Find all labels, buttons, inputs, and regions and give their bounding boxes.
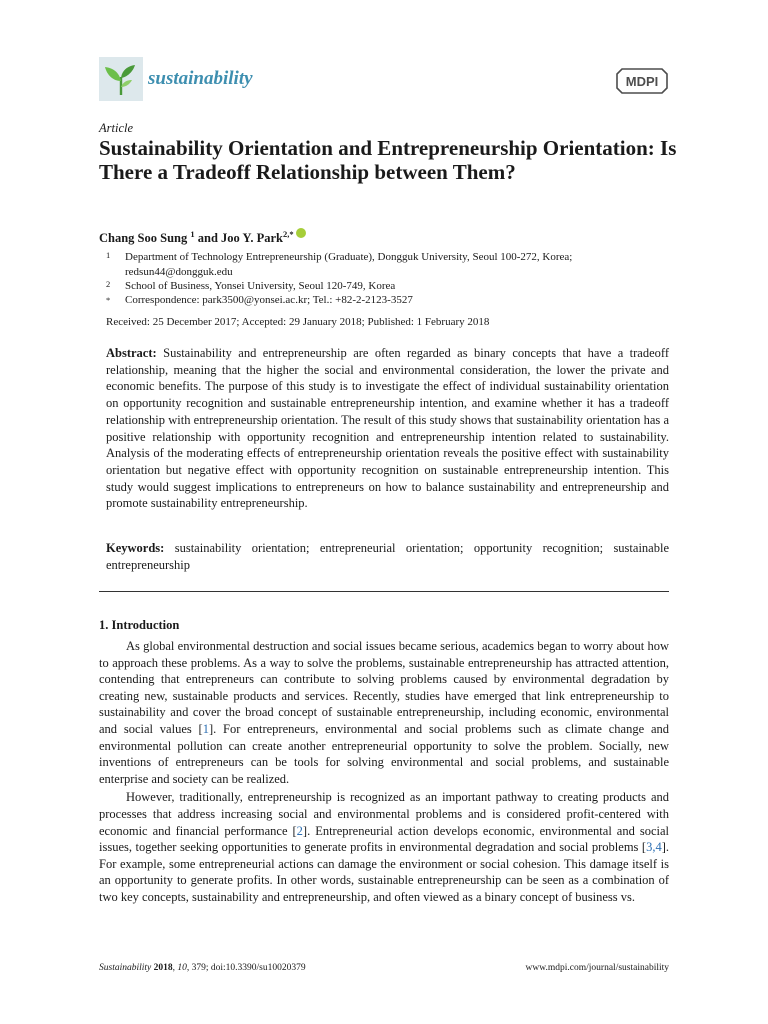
footer-journal: Sustainability — [99, 963, 152, 973]
footer-citation: Sustainability 2018, 10, 379; doi:10.3390/su10020379 — [99, 963, 306, 973]
author-name: Chang Soo Sung — [99, 231, 188, 245]
citation-link[interactable]: 1 — [202, 721, 209, 736]
affiliation-line: School of Business, Yonsei University, Seoul 120-749, Korea — [125, 280, 396, 292]
footer-url[interactable]: www.mdpi.com/journal/sustainability — [525, 963, 669, 973]
affiliation-mark: 2 — [106, 279, 111, 289]
correspondence-text — [125, 293, 695, 308]
abstract-label: Abstract: — [106, 346, 157, 360]
paragraph — [99, 638, 669, 787]
footer-volume: 10 — [177, 963, 187, 973]
citation-link[interactable]: 3,4 — [646, 840, 662, 855]
affiliation-mark: 1 — [106, 250, 111, 260]
affiliation-email[interactable]: redsun44@dongguk.edu — [125, 265, 233, 278]
paragraph-text: However, traditionally, entrepreneurship is recognized as an important pathway to creating products and processes that address increasing social and environmental problems and is considered profit-centered with economic and financial performance [ — [99, 790, 669, 838]
author-joiner: and — [197, 231, 218, 245]
keywords-label: Keywords: — [106, 541, 165, 555]
correspondence-line: Correspondence: park3500@yonsei.ac.kr; Tel.: +82-2-2123-3527 — [125, 294, 413, 306]
footer-year: 2018 — [153, 963, 173, 973]
section-title: 1. Introduction — [99, 618, 180, 632]
author-name: Joo Y. Park — [221, 231, 283, 245]
paragraph — [99, 789, 669, 905]
section-body — [99, 638, 669, 908]
publication-dates: Received: 25 December 2017; Accepted: 29 January 2018; Published: 1 February 2018 — [106, 316, 490, 328]
author-affiliation-mark: 1 — [190, 228, 195, 239]
author-list — [99, 228, 306, 246]
paragraph-text: ]. For entrepreneurs, environmental and social problems such as climate change and environmental pollution can create another entrepreneurial opportunity to solve the problem. Socially, new inventions of entrepreneurs can be tools for solving environmental and social problems, and sustainable enterprise and society can be realized. — [99, 721, 669, 786]
paragraph-text: As global environmental destruction and social issues became serious, academics began to worry about how to approach these problems. As a way to solve the problems, sustainable entrepreneurship has attracted attention, contending that entrepreneurs can contribute to solving problems caused by environmental degradation by creating new, sustainable products and services. Recently, studies have emerged that link entrepreneurship to sustainability and cover the broad concept of sustainable entrepreneurship, including economic, environmental and social values [ — [99, 639, 669, 736]
section-divider — [99, 591, 669, 592]
correspondence-mark: * — [106, 295, 111, 305]
article-title: Sustainability Orientation and Entrepreneurship Orientation: Is There a Tradeoff Relationship between Them? — [99, 136, 677, 184]
article-type: Article — [99, 121, 134, 135]
affiliation-text — [125, 250, 695, 279]
publisher-name: MDPI — [625, 74, 659, 89]
citation-link[interactable]: 2 — [296, 823, 303, 838]
paragraph-text: ]. Entrepreneurial action develops economic, environmental and social issues, together seeking opportunities to generate profits in environmental degradation and social problems [ — [99, 823, 669, 855]
author-affiliation-mark: 2,* — [282, 228, 294, 239]
keywords — [106, 540, 669, 573]
footer-doi: , 379; doi:10.3390/su10020379 — [186, 963, 306, 973]
orcid-icon[interactable] — [296, 228, 306, 238]
keywords-text: sustainability orientation; entrepreneurial orientation; opportunity recognition; sustainable entrepreneurship — [106, 541, 669, 572]
abstract-text: Sustainability and entrepreneurship are often regarded as binary concepts that have a tradeoff relationship, meaning that the higher the social and environmental consideration, the lower the private and economic benefits. The purpose of this study is to investigate the effect of individual sustainability orientation on opportunity recognition and sustainable entrepreneurship intention, and examine whether it has a tradeoff relationship with entrepreneurship orientation. The result of this study shows that sustainability orientation has a positive relationship with opportunity recognition and entrepreneurship intention related to sustainability. Analysis of the moderating effects of entrepreneurship orientation reveals the positive effect with sustainability orientation but negative effect with opportunity recognition on sustainable entrepreneurship intention. This study would suggest implications to entrepreneurs on how to balance sustainability and entrepreneurship and promote sustainability entrepreneurship. — [106, 346, 670, 511]
journal-name: sustainability — [148, 68, 253, 89]
paragraph-text: ]. For example, some entrepreneurial actions can damage the environment or social cohesion. This damage itself is an opportunity to generate profits. In other words, sustainable entrepreneurship can be seen as a combination of two key concepts, sustainability and entrepreneurship, and often viewed as a binary concept of business vs. — [99, 840, 669, 904]
affiliation-text — [125, 279, 695, 294]
sustainability-logo-icon — [99, 57, 143, 101]
affiliation-line: Department of Technology Entrepreneurship (Graduate), Dongguk University, Seoul 100-272, Korea; — [125, 251, 573, 263]
mdpi-logo — [616, 68, 668, 94]
abstract — [106, 345, 669, 512]
